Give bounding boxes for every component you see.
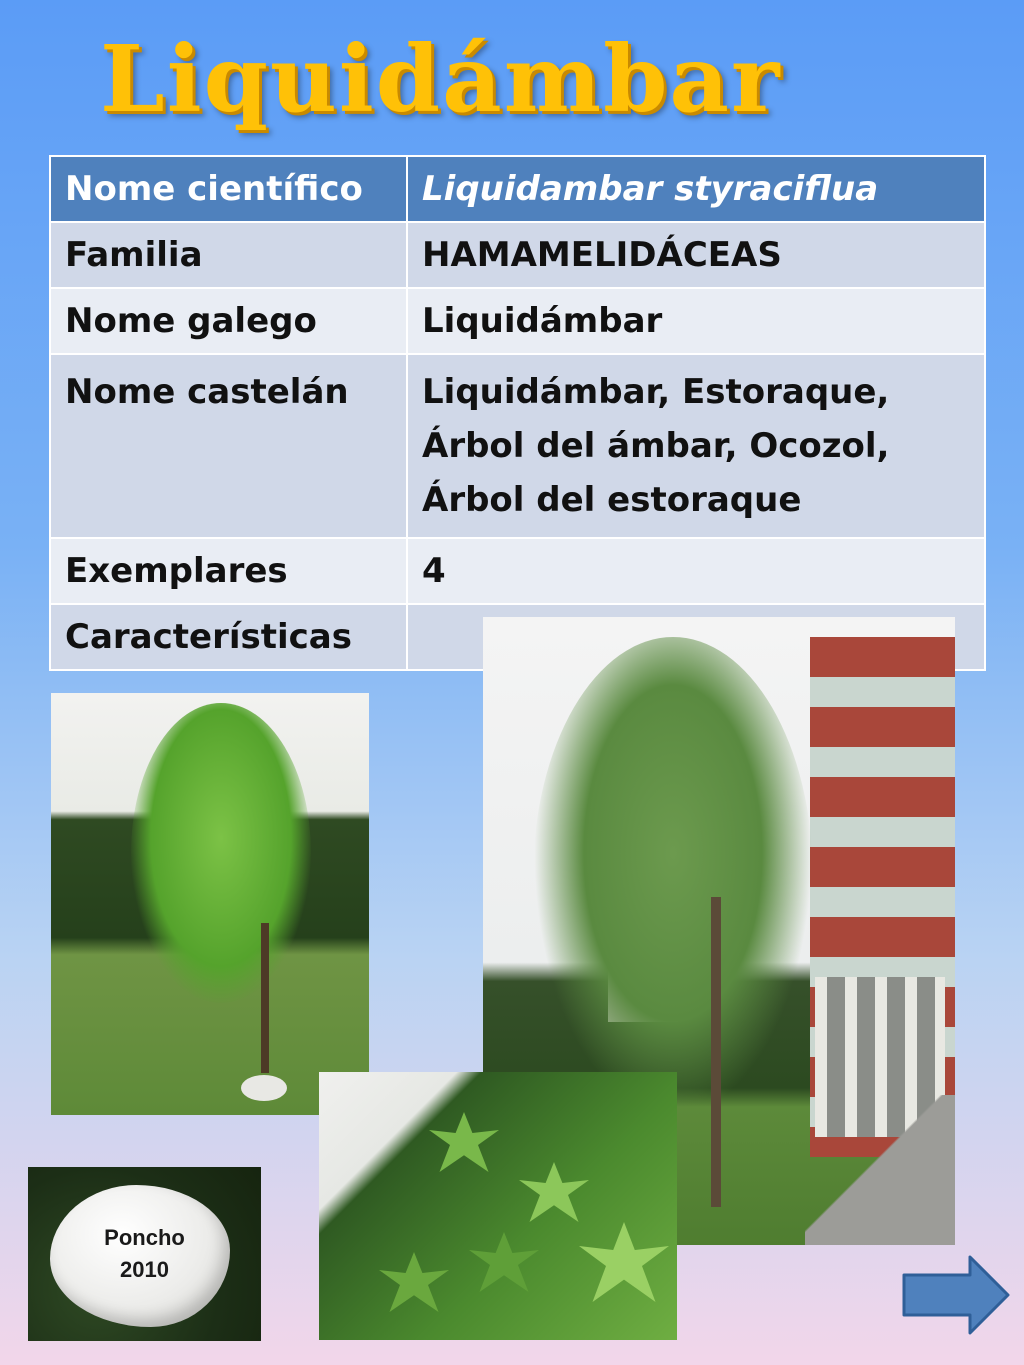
leaf-shape bbox=[469, 1232, 539, 1292]
table-value-line: Árbol del ámbar, Ocozol, bbox=[422, 426, 890, 466]
table-label: Familia bbox=[50, 222, 407, 288]
table-value: HAMAMELIDÁCEAS bbox=[407, 222, 985, 288]
info-table bbox=[49, 155, 986, 671]
table-value: Liquidambar styraciflua bbox=[407, 156, 985, 222]
young-tree-photo bbox=[51, 693, 369, 1115]
table-value-line: Liquidámbar, Estoraque, bbox=[422, 372, 890, 412]
table-label: Características bbox=[50, 604, 407, 670]
table-label: Nome galego bbox=[50, 288, 407, 354]
table-value: 4 bbox=[407, 538, 985, 604]
tree-crown bbox=[533, 637, 813, 1117]
table-row bbox=[50, 354, 985, 538]
page-title: Liquidámbar bbox=[100, 25, 782, 133]
table-value: Liquidámbar bbox=[407, 288, 985, 354]
table-row bbox=[50, 222, 985, 288]
right-arrow-icon bbox=[902, 1255, 1010, 1335]
footpath bbox=[805, 1095, 955, 1245]
stone-label-name: Poncho bbox=[104, 1225, 185, 1250]
table-row bbox=[50, 288, 985, 354]
leaf-shape bbox=[519, 1162, 589, 1222]
table-value bbox=[407, 354, 985, 538]
leaf-shape bbox=[579, 1222, 669, 1302]
label-stone bbox=[241, 1075, 287, 1101]
leaves-photo bbox=[319, 1072, 677, 1340]
stone-label-year: 2010 bbox=[120, 1257, 169, 1282]
white-stone bbox=[50, 1185, 230, 1327]
table-label: Exemplares bbox=[50, 538, 407, 604]
table-row bbox=[50, 538, 985, 604]
tree-trunk bbox=[261, 923, 269, 1073]
next-slide-button[interactable] bbox=[902, 1255, 1010, 1335]
tree-trunk bbox=[711, 897, 721, 1207]
table-label: Nome científico bbox=[50, 156, 407, 222]
stone-label-photo bbox=[28, 1167, 261, 1341]
tree-crown bbox=[131, 703, 311, 1003]
table-value-line: Árbol del estoraque bbox=[422, 480, 802, 520]
table-row bbox=[50, 156, 985, 222]
leaf-shape bbox=[379, 1252, 449, 1312]
table-label: Nome castelán bbox=[50, 354, 407, 538]
leaf-shape bbox=[429, 1112, 499, 1172]
